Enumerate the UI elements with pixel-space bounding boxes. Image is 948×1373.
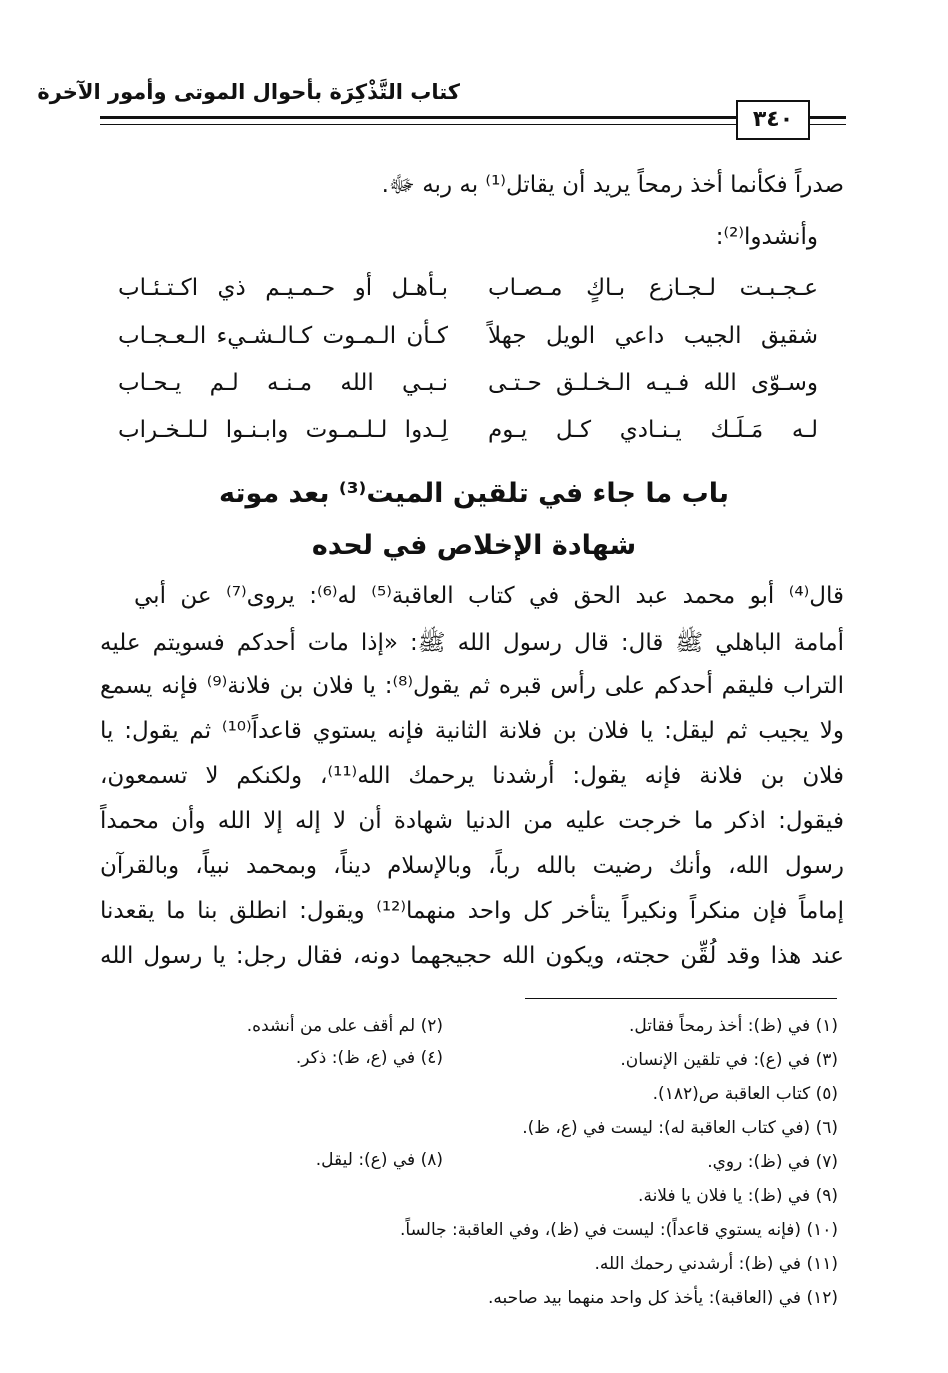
header-rule-right-thin: [808, 124, 846, 125]
footnote-text: كتاب العاقبة ص(١٨٢).: [652, 1084, 811, 1104]
footnote-text: في (ظ): أرشدني رحمك الله.: [594, 1254, 802, 1274]
verse-hemistich-left: كـأن الـمـوت كـالـشـيء الـعـجـاب: [118, 323, 448, 349]
footnote-text: في (ع، ظ): ذكر.: [295, 1048, 416, 1068]
verse-hemistich-left: لِـدوا لـلـمـوت وابـنـوا لـلـخـراب: [118, 417, 448, 443]
footnote: [653, 1084, 838, 1104]
verse-hemistich-left: بـأهـل أو حـمـيـم ذي اكـتـئـاب: [118, 275, 448, 301]
footnote: [296, 1048, 443, 1068]
footnote-separator: [525, 998, 837, 999]
verse-hemistich-right: لـه مَـلَـك يـنـادي كـل يـوم: [488, 417, 818, 443]
chapter-title: باب ما جاء في تلقين الميت⁽³⁾ بعد موته: [219, 478, 729, 509]
footnote-text: في (العاقبة): يأخذ كل واحد منهما بيد صاحبه.: [487, 1288, 802, 1308]
body-line: إماماً فإن منكراً ونكيراً يتأخر كل واحد منهما⁽¹²⁾ ويقول: انطلق بنا ما يقعدنا: [100, 898, 844, 924]
verse-hemistich-right: عـجـبـت لـجـازع بـاكٍ مـصـاب: [488, 275, 818, 301]
footnote: [522, 1118, 838, 1138]
footnote-number: (٨): [420, 1150, 443, 1170]
body-line: قال⁽⁴⁾ أبو محمد عبد الحق في كتاب العاقبة⁽⁵⁾ له⁽⁶⁾: يروى⁽⁷⁾ عن أبي: [134, 583, 844, 609]
header-rule-thin: [100, 124, 736, 125]
footnote: [247, 1016, 443, 1036]
body-line: فيقول: اذكر ما خرجت عليه من الدنيا شهادة أن لا إله إلا الله وأن محمداً: [100, 808, 844, 834]
footnote-text: (فإنه يستوي قاعداً): ليست في (ظ)، وفي العاقبة: جالساً.: [400, 1220, 802, 1240]
header-rule-right: [808, 116, 846, 119]
intro-line: صدراً فكأنما أخذ رمحاً يريد أن يقاتل⁽¹⁾ به ربه ﷻ.: [381, 172, 844, 198]
footnote-number: (٥): [815, 1084, 838, 1104]
body-line: التراب فليقم أحدكم على رأس قبره ثم يقول⁽⁸⁾: يا فلان بن فلانة⁽⁹⁾ فإنه يسمع: [100, 673, 845, 699]
footnote: [400, 1220, 838, 1240]
footnote-text: في (ظ): أخذ رمحاً فقاتل.: [629, 1016, 811, 1036]
footnote-number: (٢): [420, 1016, 443, 1036]
body-line: أمامة الباهلي ﷺ قال: قال رسول الله ﷺ: «إذا مات أحدكم فسويتم عليه: [100, 630, 844, 656]
footnote-text: في (ع): في تلقين الإنسان.: [620, 1050, 811, 1070]
intro-line: وأنشدوا⁽²⁾:: [715, 224, 818, 250]
header-rule: [100, 116, 736, 119]
page-number: ٣٤٠: [736, 100, 810, 140]
footnote-number: (٤): [420, 1048, 443, 1068]
running-header-title: كتاب التَّذْكِرَة بأحوال الموتى وأمور الآخرة: [37, 80, 460, 104]
footnote: [620, 1050, 838, 1070]
footnote-number: (٧): [815, 1152, 838, 1172]
body-line: عند هذا وقد لُقِّن حجته، ويكون الله حجيجهما دونه، فقال رجل: يا رسول الله: [100, 943, 844, 969]
chapter-subtitle: شهادة الإخلاص في لحده: [311, 530, 637, 561]
verse-hemistich-right: وسـوّى الله فـيـه الـخـلـق حـتـى: [488, 370, 818, 396]
footnote-text: لم أقف على من أنشده.: [246, 1016, 416, 1036]
footnote: [638, 1186, 838, 1206]
footnote-text: في (ظ): يا فلان يا فلانة.: [638, 1186, 811, 1206]
footnote: [594, 1254, 838, 1274]
footnote-number: (١١): [806, 1254, 838, 1274]
footnote: [488, 1288, 838, 1308]
footnote-number: (٩): [815, 1186, 838, 1206]
verse-hemistich-right: شقيق الجيب داعي الويل جهلاً: [488, 323, 818, 349]
footnote-number: (١٢): [806, 1288, 838, 1308]
body-line: ولا يجيب ثم ليقل: يا فلان بن فلانة الثانية فإنه يستوي قاعداً⁽¹⁰⁾ ثم يقول: يا: [100, 718, 845, 744]
footnote: [707, 1152, 838, 1172]
footnote-number: (٦): [815, 1118, 838, 1138]
footnote-number: (١): [815, 1016, 838, 1036]
verse-hemistich-left: نـبـي الله مـنـه لـم يـحـاب: [118, 370, 448, 396]
footnote-text: في (ع): ليقل.: [315, 1150, 416, 1170]
body-line: فلان بن فلانة فإنه يقول: أرشدنا يرحمك الله⁽¹¹⁾، ولكنكم لا تسمعون،: [100, 763, 844, 789]
body-line: رسول الله، وأنك رضيت بالله رباً، وبالإسلام ديناً، وبمحمد نبياً، وبالقرآن: [100, 853, 844, 879]
footnote: [316, 1150, 443, 1170]
footnote-text: (في كتاب العاقبة له): ليست في (ع، ظ).: [522, 1118, 811, 1138]
footnote: [629, 1016, 838, 1036]
footnote-number: (٣): [815, 1050, 838, 1070]
footnote-number: (١٠): [806, 1220, 838, 1240]
footnote-text: في (ظ): روي.: [707, 1152, 811, 1172]
